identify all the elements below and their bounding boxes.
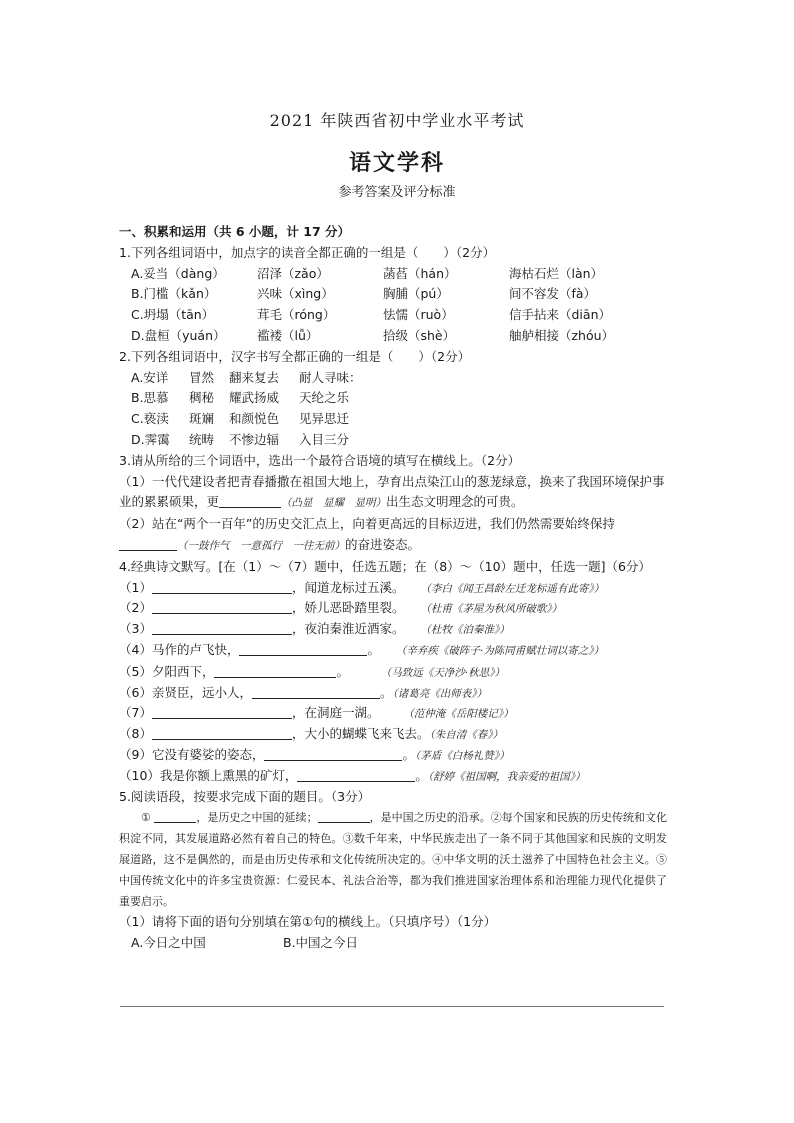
question-3-blank-2[interactable] — [119, 536, 177, 551]
question-4-stem: 4.经典诗文默写。[在（1）～（7）题中，任选五题；在（8）～（10）题中，任选一题]（6分） — [119, 558, 651, 574]
poem-blank-9[interactable] — [264, 746, 402, 761]
question-2-option-d: D.霁霭 统畴 不惨边辐 入目三分 — [131, 431, 350, 447]
poem-item-7: （7） ，在洞庭一湖。 （范仲淹《岳阳楼记》） — [119, 705, 514, 721]
poem-item-4: （4）马作的卢飞快， 。 （辛弃疾《破阵子·为陈同甫赋壮词以寄之》） — [119, 641, 604, 657]
question-5-stem: 5.阅读语段，按要求完成下面的题目。（3分） — [119, 788, 371, 804]
poem-item-3: （3） ，夜泊秦淮近酒家。 （杜牧《泊秦淮》） — [119, 621, 510, 637]
poem-blank-3[interactable] — [152, 620, 292, 635]
question-5-options — [119, 933, 667, 954]
poem-blank-8[interactable] — [152, 725, 292, 740]
reading-passage: ① ，是历史之中国的延续； ，是中国之历史的沿承。②每个国家和民族的历史传统和文化积淀不同，其发展道路必然有着自己的特色。③数千年来，中华民族走出了一条不同于其他国家和民族的文明发展道路，这不是偶然的，而是由历史传承和文化传统所决定的。④中华文明的沃土滋养了中国特色社会主义。⑤中国传统文化中的许多宝贵资源：仁爱民本、礼法合治等，都为我们推进国家治理体系和治理能力现代化提供了重要启示。 — [119, 807, 667, 912]
question-5-option-b: B.中国之今日 — [283, 935, 359, 951]
question-2-stem: 2.下列各组词语中，汉字书写全都正确的一组是（ ）（2分） — [119, 348, 471, 364]
subject-title: 语文学科 — [348, 150, 445, 176]
question-1-option-a: A.妥当（dàng） 沼泽（zǎo） 菡萏（hán） 海枯石烂（làn） — [131, 265, 604, 281]
exam-content — [119, 222, 667, 954]
question-3-blank-1[interactable] — [219, 493, 281, 508]
question-2-option-a: A.安详 冒然 翻来复去 耐人寻味： — [131, 369, 362, 385]
poem-item-6: （6）亲贤臣，远小人， 。（诸葛亮《出师表》） — [119, 684, 487, 700]
question-1-stem: 1.下列各组词语中，加点字的读音全都正确的一组是（ ）（2分） — [119, 244, 496, 260]
question-1-option-b: B.门槛（kǎn） 兴味（xìng） 胸脯（pú） 间不容发（fà） — [131, 286, 597, 302]
poem-blank-2[interactable] — [152, 599, 292, 614]
poem-blank-4[interactable] — [239, 641, 367, 656]
footer-divider — [120, 1006, 664, 1007]
question-1-option-d: D.盘桓（yuán） 褴褛（lǚ） 拾级（shè） 舳舻相接（zhóu） — [131, 327, 615, 343]
poem-item-8: （8） ，大小的蝴蝶飞来飞去。（朱自清《春》） — [119, 726, 503, 742]
question-3-part-1: （1）一代代建设者把青春播撒在祖国大地上，孕育出点染江山的葱茏绿意，换来了我国环境保护事业的累累硕果，更 （凸显 显耀 显明）出生态文明理念的可贵。 — [119, 473, 665, 510]
question-2-option-b: B.思慕 稠秘 耀武扬威 天纶之乐 — [131, 390, 350, 406]
poem-item-1: （1） ，闻道龙标过五溪。 （李白《闻王昌龄左迁龙标遥有此寄》） — [119, 579, 605, 595]
question-2-option-c: C.亵渎 斑斓 和颜悦色 见异思迁 — [131, 411, 350, 427]
question-5-option-a: A.今日之中国 — [131, 935, 206, 951]
question-3-part-2: （2）站在“两个一百年”的历史交汇点上，向着更高远的目标迈进，我们仍然需要始终保持（一鼓作气 一意孤行 一往无前）的奋进姿态。 — [119, 516, 615, 552]
poem-blank-10[interactable] — [297, 767, 415, 782]
poem-item-9: （9）它没有婆娑的姿态， 。（茅盾《白杨礼赞》） — [119, 746, 510, 762]
question-5-sub-1: （1）请将下面的语句分别填在第①句的横线上。（只填序号）（1分） — [119, 914, 497, 930]
poem-blank-6[interactable] — [252, 684, 380, 699]
section-heading: 一、积累和运用（共 6 小题，计 17 分） — [119, 224, 351, 239]
poem-blank-5[interactable] — [214, 663, 336, 678]
passage-blank-1[interactable] — [154, 808, 196, 823]
poem-item-5: （5）夕阳西下， 。 （马致远《天净沙·秋思》） — [119, 663, 505, 679]
question-3-stem: 3.请从所给的三个词语中，选出一个最符合语境的填写在横线上。（2分） — [119, 452, 521, 468]
exam-title: 2021 年陕西省初中学业水平考试 — [269, 111, 525, 130]
answer-key-subtitle: 参考答案及评分标准 — [338, 185, 456, 200]
poem-blank-7[interactable] — [152, 704, 292, 719]
passage-blank-2[interactable] — [318, 808, 370, 823]
question-1-option-c: C.坍塌（tān） 茸毛（róng） 怯懦（ruò） 信手拈来（diān） — [131, 307, 611, 323]
poem-blank-1[interactable] — [152, 579, 292, 594]
poem-item-10: （10）我是你额上熏黑的矿灯， 。（舒婷《祖国啊，我亲爱的祖国》） — [119, 767, 586, 783]
poem-item-2: （2） ，娇儿恶卧踏里裂。 （杜甫《茅屋为秋风所破歌》） — [119, 600, 563, 616]
